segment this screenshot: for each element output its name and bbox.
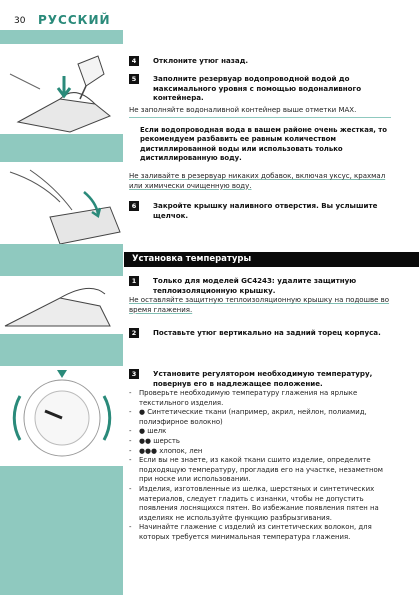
note-max-level: Не заполняйте водоналивной контейнер выше отметки MAX.: [129, 106, 357, 114]
list-item: - ● шелк: [129, 427, 391, 437]
step-number: 1: [129, 276, 139, 286]
step-6: [129, 201, 389, 220]
temperature-tips-list: [129, 389, 391, 543]
divider: [129, 117, 391, 118]
step-text: Заполните резервуар водопроводной водой до максимального уровня с помощью водоналивного контейнера.: [153, 74, 362, 102]
list-item: - ●● шерсть: [129, 437, 391, 447]
illustration-temperature-dial: [0, 366, 123, 466]
list-item: - Проверьте необходимую температуру глажения на ярлыке текстильного изделия.: [129, 389, 391, 408]
step-text: Установите регулятором необходимую температуру, повернув его в надлежащее положение.: [153, 369, 373, 388]
list-item: - Если вы не знаете, из какой ткани сшито изделие, определите подходящую температуру, прогладив его на участке, незаметном при носке или использовании.: [129, 456, 391, 485]
illustration-fill-tank: [0, 44, 123, 134]
step-5: [129, 74, 389, 103]
step-number: 4: [129, 56, 139, 66]
page-number: 30: [14, 16, 26, 26]
illustration-close-lid: [0, 162, 123, 244]
step-number: 6: [129, 201, 139, 211]
step-number: 2: [129, 328, 139, 338]
step-text: Закройте крышку наливного отверстия. Вы услышите щелчок.: [153, 201, 378, 220]
temp-step-3: [129, 369, 389, 388]
step-text: Поставьте утюг вертикально на задний торец корпуса.: [153, 328, 381, 337]
list-item: - ● Синтетические ткани (например, акрил, нейлон, полиамид, полиэфирное волокно): [129, 408, 391, 427]
note-no-additives: Не заливайте в резервуар никаких добавок, включая уксус, крахмал или химически очищенную воду.: [129, 172, 386, 190]
list-item: - ●●● хлопок, лен: [129, 447, 391, 457]
step-text: Отклоните утюг назад.: [153, 56, 249, 65]
section-header-temperature: [124, 252, 419, 267]
language-title: РУССКИЙ: [38, 13, 111, 27]
temp-step-1: [129, 276, 389, 295]
illustration-remove-cap: [0, 276, 123, 334]
step-text: Только для моделей GC4243: удалите защитную теплоизоляционную крышку.: [153, 276, 357, 295]
list-item: - Изделия, изготовленные из шелка, шерстяных и синтетических материалов, следует гладить с изнанки, чтобы не допустить появления лоснящихся пятен. Во избежание появления пятен на изделиях не используйте функцию разбрызгивания.: [129, 485, 391, 523]
warning-hard-water: Если водопроводная вода в вашем районе очень жесткая, то рекомендуем разбавить ее равным количеством дистиллированной воды или использовать только дистиллированную воду.: [140, 126, 388, 162]
list-item: - Начинайте глажение с изделий из синтетических волокон, для которых требуется минимальная температура глажения.: [129, 523, 391, 542]
note-remove-cap: Не оставляйте защитную теплоизоляционную крышку на подошве во время глажения.: [129, 296, 390, 314]
step-number: 5: [129, 74, 139, 84]
section-title: Установка температуры: [132, 254, 252, 264]
temp-step-2: [129, 328, 389, 338]
page-header: [0, 0, 419, 30]
step-number: 3: [129, 369, 139, 379]
step-4: [129, 56, 389, 66]
